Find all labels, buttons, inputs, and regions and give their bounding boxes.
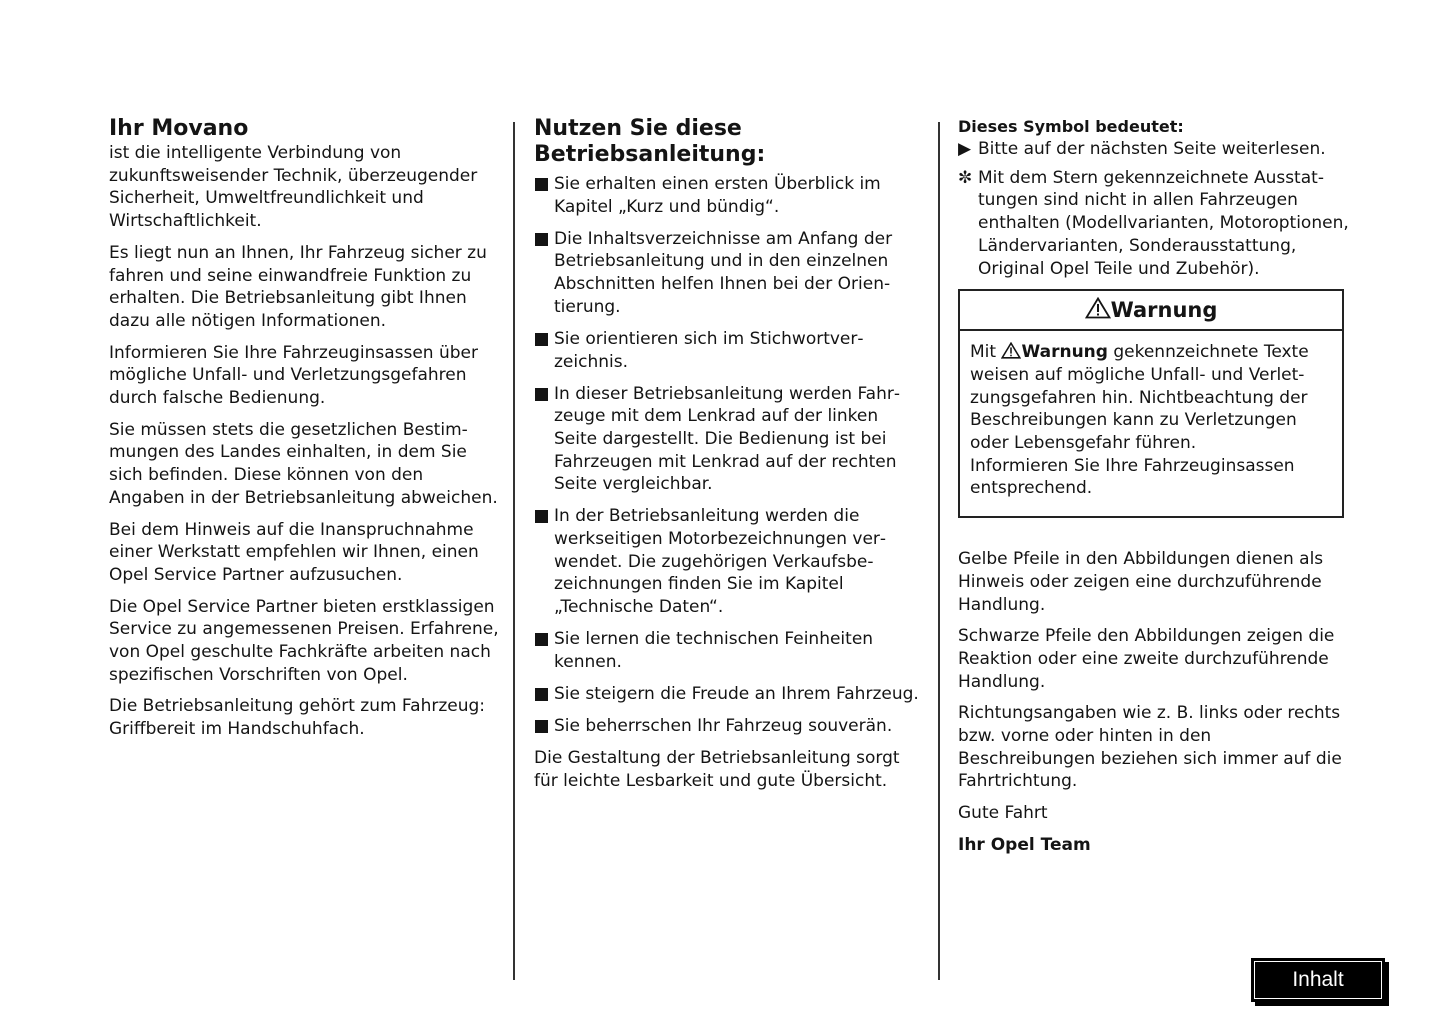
closing-paragraph: Die Gestaltung der Betriebsanleitung sorgt für leichte Lesbarkeit und gute Übersicht. <box>534 747 900 791</box>
signature: Ihr Opel Team <box>958 834 1091 855</box>
paragraph: Gelbe Pfeile in den Abbildungen dienen als Hinweis oder zeigen eine durchzuführende Handlung. <box>958 549 1324 615</box>
star-icon: ✼ <box>958 167 973 188</box>
square-bullet-icon <box>535 510 548 523</box>
square-bullet-icon <box>535 633 548 646</box>
bullet-item: Sie lernen die technischen Feinheiten kennen. <box>534 628 919 673</box>
warning-box <box>958 289 1344 518</box>
bullet-item: Sie beherrschen Ihr Fahrzeug souverän. <box>534 715 919 738</box>
paragraph: Sie müssen stets die gesetzlichen Bestimmungen des Landes einhalten, in dem Sie sich befinden. Diese können von den Angaben in der Betriebsanleitung abweichen. <box>109 419 498 508</box>
square-bullet-icon <box>535 388 548 401</box>
paragraph: Die Betriebsanleitung gehört zum Fahrzeug: Griffbereit im Handschuhfach. <box>109 696 486 740</box>
warning-title: Warnung <box>1110 298 1218 323</box>
usage-bullet-list <box>534 173 919 738</box>
warning-body-line2: Informieren Sie Ihre Fahrzeuginsassen entsprechend. <box>970 455 1295 499</box>
square-bullet-icon <box>535 333 548 346</box>
symbol-star-row: ✼ Mit dem Stern gekennzeichnete Ausstattungen sind nicht in allen Fahrzeugen enthalten (Modellvarianten, Motoroptionen, Ländervarianten, Sonderausstattung, Original Opel Teile und Zubehör). <box>958 167 1349 279</box>
section-title-usage-line2: Betriebsanleitung: <box>534 142 766 167</box>
square-bullet-icon <box>535 178 548 191</box>
warning-body: Mit Warnung gekennzeichnete Texte weisen auf mögliche Unfall- und Verletzungsgefahren hin. Nichtbeachtung der Beschreibungen kann zu Verletzungen oder Lebensgefahr führen. Informieren Sie Ihre Fahrzeuginsassen entsprechend. <box>970 342 1309 499</box>
column-3 <box>958 116 1350 866</box>
intro-paragraph: ist die intelligente Verbindung von zukunftsweisender Technik, überzeugender Sicherheit, Umweltfreundlichkeit und Wirtschaftlichkeit. <box>109 143 478 232</box>
section-title-line1: Nutzen Sie diese <box>534 116 742 141</box>
paragraph: Bei dem Hinweis auf die Inanspruchnahme einer Werkstatt empfehlen wir Ihnen, einen Opel Service Partner aufzusuchen. <box>109 519 479 585</box>
column-2 <box>534 116 919 801</box>
section-title-usage <box>534 116 919 142</box>
bullet-item: In dieser Betriebsanleitung werden Fahrzeuge mit dem Lenkrad auf der linken Seite dargestellt. Die Bedienung ist bei Fahrzeugen mit Lenkrad auf der rechten Seite vergleichbar. <box>534 383 919 497</box>
bullet-item: Sie steigern die Freude an Ihrem Fahrzeug. <box>534 683 919 706</box>
play-arrow-icon: ▶ <box>958 139 972 159</box>
column-divider-2 <box>938 122 940 980</box>
paragraph: Es liegt nun an Ihnen, Ihr Fahrzeug sicher zu fahren und seine einwandfreie Funktion zu erhalten. Die Betriebsanleitung gibt Ihnen dazu alle nötigen Informationen. <box>109 242 487 331</box>
bullet-item: Die Inhaltsverzeichnisse am Anfang der Betriebsanleitung und in den einzelnen Abschnitten helfen Ihnen bei der Orientierung. <box>534 228 919 319</box>
warning-header <box>960 291 1342 331</box>
paragraph: Gute Fahrt <box>958 803 1048 824</box>
paragraph: Schwarze Pfeile den Abbildungen zeigen die Reaktion oder eine zweite durchzuführende Handlung. <box>958 626 1335 692</box>
warning-triangle-icon <box>1001 342 1021 359</box>
section-title-movano: Ihr Movano <box>109 116 249 141</box>
paragraph: Richtungsangaben wie z. B. links oder rechts bzw. vorne oder hinten in den Beschreibungen beziehen sich immer auf die Fahrtrichtung. <box>958 703 1342 792</box>
column-divider-1 <box>513 122 515 980</box>
warning-triangle-icon <box>1085 297 1111 319</box>
bullet-item: Sie orientieren sich im Stichwortverzeichnis. <box>534 328 919 373</box>
paragraph: Die Opel Service Partner bieten erstklassigen Service zu angemessenen Preisen. Erfahrene, von Opel geschulte Fachkräfte arbeiten nach spezifischen Vorschriften von Opel. <box>109 596 499 685</box>
column-1 <box>109 116 499 750</box>
inhalt-button[interactable] <box>1251 958 1385 1002</box>
symbol-arrow-row: ▶ Bitte auf der nächsten Seite weiterlesen. <box>958 139 1326 159</box>
inhalt-label: Inhalt <box>1292 968 1344 991</box>
bullet-item: Sie erhalten einen ersten Überblick im Kapitel „Kurz und bündig“. <box>534 173 919 218</box>
square-bullet-icon <box>535 688 548 701</box>
square-bullet-icon <box>535 233 548 246</box>
bullet-item: In der Betriebsanleitung werden die werkseitigen Motorbezeichnungen verwendet. Die zugehörigen Verkaufsbezeichnungen finden Sie im Kapitel „Technische Daten“. <box>534 505 919 619</box>
warning-inline-label: Warnung <box>1021 342 1108 363</box>
symbol-heading: Dieses Symbol bedeutet: <box>958 117 1184 136</box>
square-bullet-icon <box>535 720 548 733</box>
paragraph: Informieren Sie Ihre Fahrzeuginsassen über mögliche Unfall- und Verletzungsgefahren durch falsche Bedienung. <box>109 342 478 409</box>
